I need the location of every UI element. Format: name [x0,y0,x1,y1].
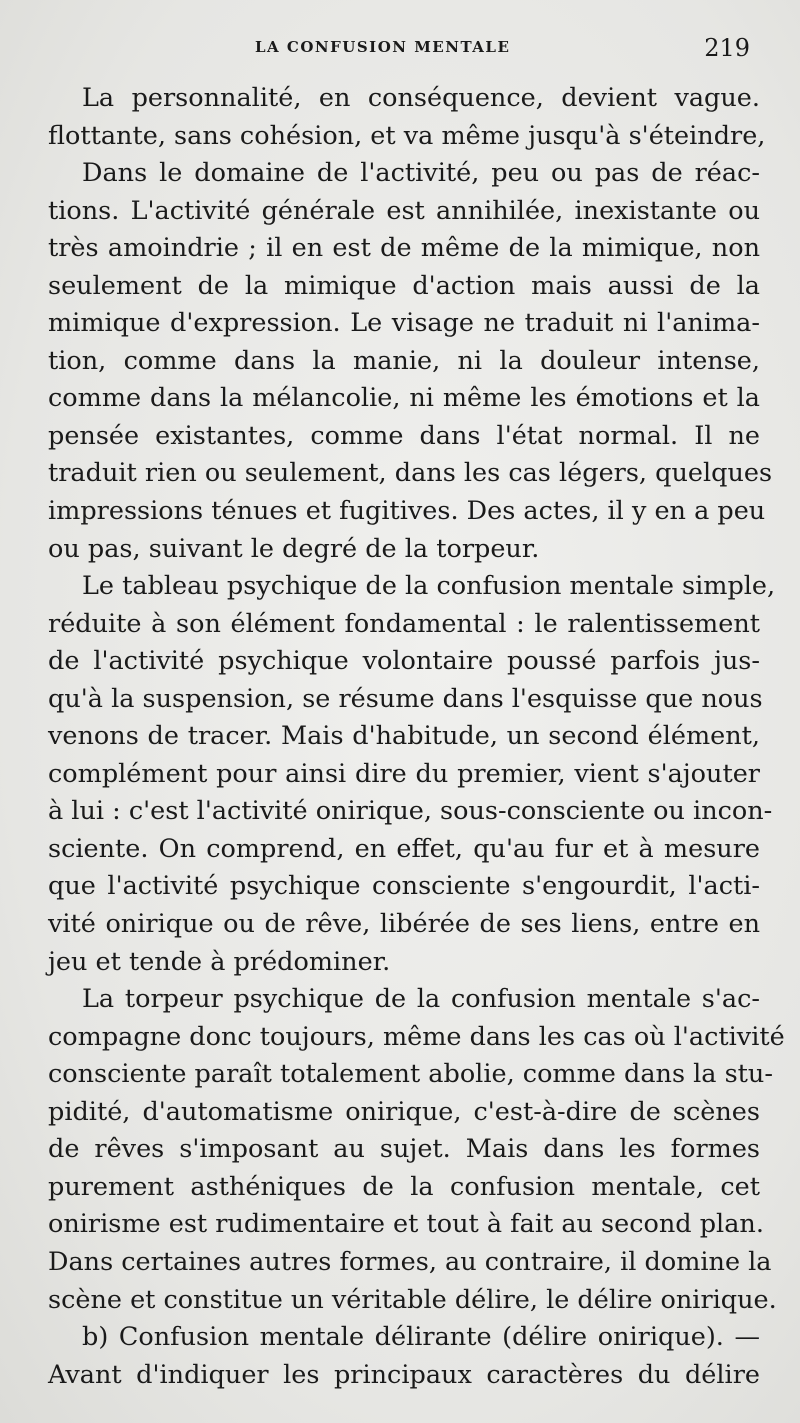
text-line: qu'à la suspension, se résume dans l'esquisse que nous [48,683,763,714]
paragraph [48,80,766,155]
text-line: réduite à son élément fondamental : le ralentissement [48,608,760,639]
text-line: consciente paraît totalement abolie, comme dans la stu- [48,1059,773,1090]
text-line: pidité, d'automatisme onirique, c'est-à-dire de scènes [48,1096,760,1127]
text-line: Dans le domaine de l'activité, peu ou pas de réac- [82,158,760,189]
text-line: flottante, sans cohésion, et va même jusqu'à s'éteindre, [48,120,766,151]
paragraph [48,568,776,981]
text-line: tions. L'activité générale est annihilée, inexistante ou [48,195,760,226]
text-line: venons de tracer. Mais d'habitude, un second élément, [48,721,760,752]
text-line: Dans certaines autres formes, au contraire, il domine la [48,1246,772,1277]
text-line: mimique d'expression. Le visage ne traduit ni l'anima- [48,308,760,339]
text-line: jeu et tende à prédominer. [48,946,391,977]
text-line: La personnalité, en conséquence, devient vague. [82,83,760,113]
body-text [48,80,785,1394]
text-line: La torpeur psychique de la confusion mentale s'ac- [82,984,760,1015]
text-line: traduit rien ou seulement, dans les cas légers, quelques [48,458,773,489]
paragraph [48,981,785,1319]
text-line: Avant d'indiquer les principaux caractères du délire [48,1359,760,1390]
text-line: de rêves s'imposant au sujet. Mais dans les formes [48,1134,760,1165]
text-line: tion, comme dans la manie, ni la douleur intense, [48,345,760,376]
text-line: que l'activité psychique consciente s'engourdit, l'acti- [48,871,760,902]
text-line: compagne donc toujours, même dans les cas où l'activité [48,1021,785,1052]
text-line: pensée existantes, comme dans l'état normal. Il ne [48,420,760,451]
text-line: vité onirique ou de rêve, libérée de ses liens, entre en [48,909,760,940]
text-line: scène et constitue un véritable délire, le délire onirique. [48,1284,777,1315]
text-line: sciente. On comprend, en effet, qu'au fur et à mesure [48,833,760,864]
text-line: b) Confusion mentale délirante (délire onirique). — [82,1322,760,1353]
text-line: ou pas, suivant le degré de la torpeur. [48,533,540,564]
running-title: LA CONFUSION MENTALE [255,38,511,56]
text-line: très amoindrie ; il en est de même de la mimique, non [48,233,760,264]
text-line: impressions ténues et fugitives. Des actes, il y en a peu [48,496,766,527]
text-line: seulement de la mimique d'action mais aussi de la [48,270,760,301]
paragraph [48,155,773,568]
text-line: de l'activité psychique volontaire poussé parfois jus- [48,646,760,677]
text-line: Le tableau psychique de la confusion mentale simple, [82,571,776,602]
text-line: onirisme est rudimentaire et tout à fait au second plan. [48,1209,764,1240]
text-line: comme dans la mélancolie, ni même les émotions et la [48,383,760,414]
page-number: 219 [704,34,750,62]
text-line: purement asthéniques de la confusion mentale, cet [48,1171,760,1202]
text-line: à lui : c'est l'activité onirique, sous-consciente ou incon- [48,796,773,827]
page-header [0,34,800,66]
paragraph [48,1319,760,1394]
text-line: complément pour ainsi dire du premier, vient s'ajouter [48,758,760,789]
